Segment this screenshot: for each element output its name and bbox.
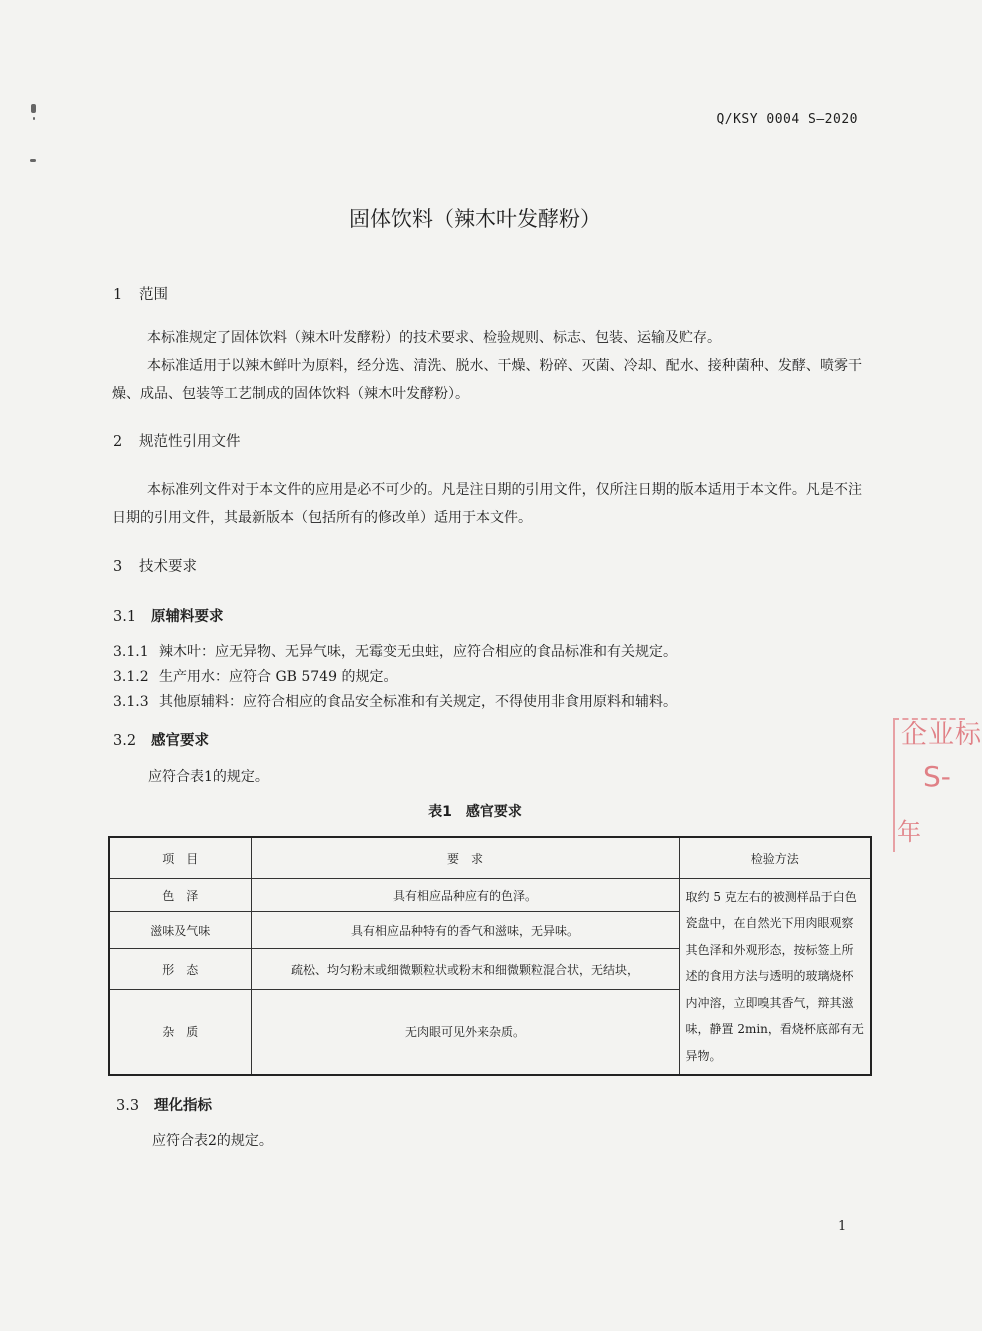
section-3-3-heading: [116, 1094, 212, 1115]
clause-number: 3.1.2: [113, 669, 149, 685]
row-item: 形 态: [109, 949, 251, 990]
section-number: 3.3: [116, 1098, 140, 1114]
section-3-3-paragraph: 应符合表2的规定。: [152, 1133, 273, 1149]
clause-text: 生产用水：应符合 GB 5749 的规定。: [159, 669, 398, 685]
section-1-heading: [113, 283, 168, 304]
scan-speck: [30, 159, 36, 162]
clause-number: 3.1.1: [113, 644, 149, 660]
section-title: 技术要求: [139, 559, 197, 575]
clause-3-1-1: [113, 641, 677, 661]
table-1-caption: 表1 感官要求: [428, 804, 522, 820]
clause-3-1-3: [113, 691, 677, 711]
section-3-1-heading: [113, 605, 224, 626]
section-number: 3.2: [113, 733, 137, 749]
section-3-heading: [113, 555, 197, 576]
test-method-cell: 取约 5 克左右的被测样品于白色瓷盘中，在自然光下用肉眼观察其色泽和外观形态，按标签上所述的食用方法与透明的玻璃烧杯内冲溶，立即嗅其香气，辩其滋味，静置 2min，看烧杯底部有无异物。: [679, 879, 871, 1075]
section-3-2-heading: [113, 729, 209, 750]
page-number: 1: [838, 1219, 847, 1234]
section-number: 1: [113, 287, 123, 303]
table-row: [109, 879, 871, 912]
row-item: 杂 质: [109, 990, 251, 1075]
column-header-method: 检验方法: [679, 837, 871, 879]
document-code: Q/KSY 0004 S—2020: [716, 112, 858, 127]
section-number: 3: [113, 559, 123, 575]
table-header-row: [109, 837, 871, 879]
section-1-paragraph-1: 本标准规定了固体饮料（辣木叶发酵粉）的技术要求、检验规则、标志、包装、运输及贮存。: [147, 330, 721, 346]
section-3-2-paragraph: 应符合表1的规定。: [148, 769, 269, 785]
section-title: 理化指标: [154, 1098, 212, 1114]
sensory-requirements-table: [108, 836, 872, 1076]
section-number: 2: [113, 434, 123, 450]
row-item: 色 泽: [109, 879, 251, 912]
section-2-heading: [113, 430, 241, 451]
row-requirement: 具有相应品种应有的色泽。: [251, 879, 679, 912]
scan-speck: [33, 117, 35, 120]
document-title: 固体饮料（辣木叶发酵粉）: [349, 207, 601, 231]
row-requirement: 无肉眼可见外来杂质。: [251, 990, 679, 1075]
row-requirement: 疏松、均匀粉末或细微颗粒状或粉末和细微颗粒混合状，无结块，: [251, 949, 679, 990]
row-item: 滋味及气味: [109, 912, 251, 949]
section-number: 3.1: [113, 609, 137, 625]
scan-speck: [31, 104, 36, 113]
red-seal-stamp: [893, 718, 982, 852]
clause-number: 3.1.3: [113, 694, 149, 710]
section-title: 原辅料要求: [151, 609, 224, 625]
clause-text: 其他原辅料：应符合相应的食品安全标准和有关规定，不得使用非食用原料和辅料。: [159, 694, 677, 710]
column-header-item: 项 目: [109, 837, 251, 879]
column-header-requirement: 要 求: [251, 837, 679, 879]
section-title: 规范性引用文件: [139, 434, 241, 450]
section-2-paragraph: 本标准列文件对于本文件的应用是必不可少的。凡是注日期的引用文件，仅所注日期的版本适用于本文件。凡是不注日期的引用文件，其最新版本（包括所有的修改单）适用于本文件。: [112, 482, 862, 526]
stamp-text: S-: [923, 760, 951, 793]
section-1-paragraph-2: 本标准适用于以辣木鲜叶为原料，经分选、清洗、脱水、干燥、粉碎、灭菌、冷却、配水、接种菌种、发酵、喷雾干燥、成品、包装等工艺制成的固体饮料（辣木叶发酵粉）。: [112, 358, 862, 402]
stamp-text: 企业标: [901, 720, 982, 750]
clause-3-1-2: [113, 666, 397, 686]
clause-text: 辣木叶：应无异物、无异气味，无霉变无虫蛀，应符合相应的食品标准和有关规定。: [159, 644, 677, 660]
stamp-text: 年: [897, 818, 921, 846]
row-requirement: 具有相应品种特有的香气和滋味，无异味。: [251, 912, 679, 949]
section-title: 感官要求: [151, 733, 209, 749]
section-title: 范围: [139, 287, 168, 303]
